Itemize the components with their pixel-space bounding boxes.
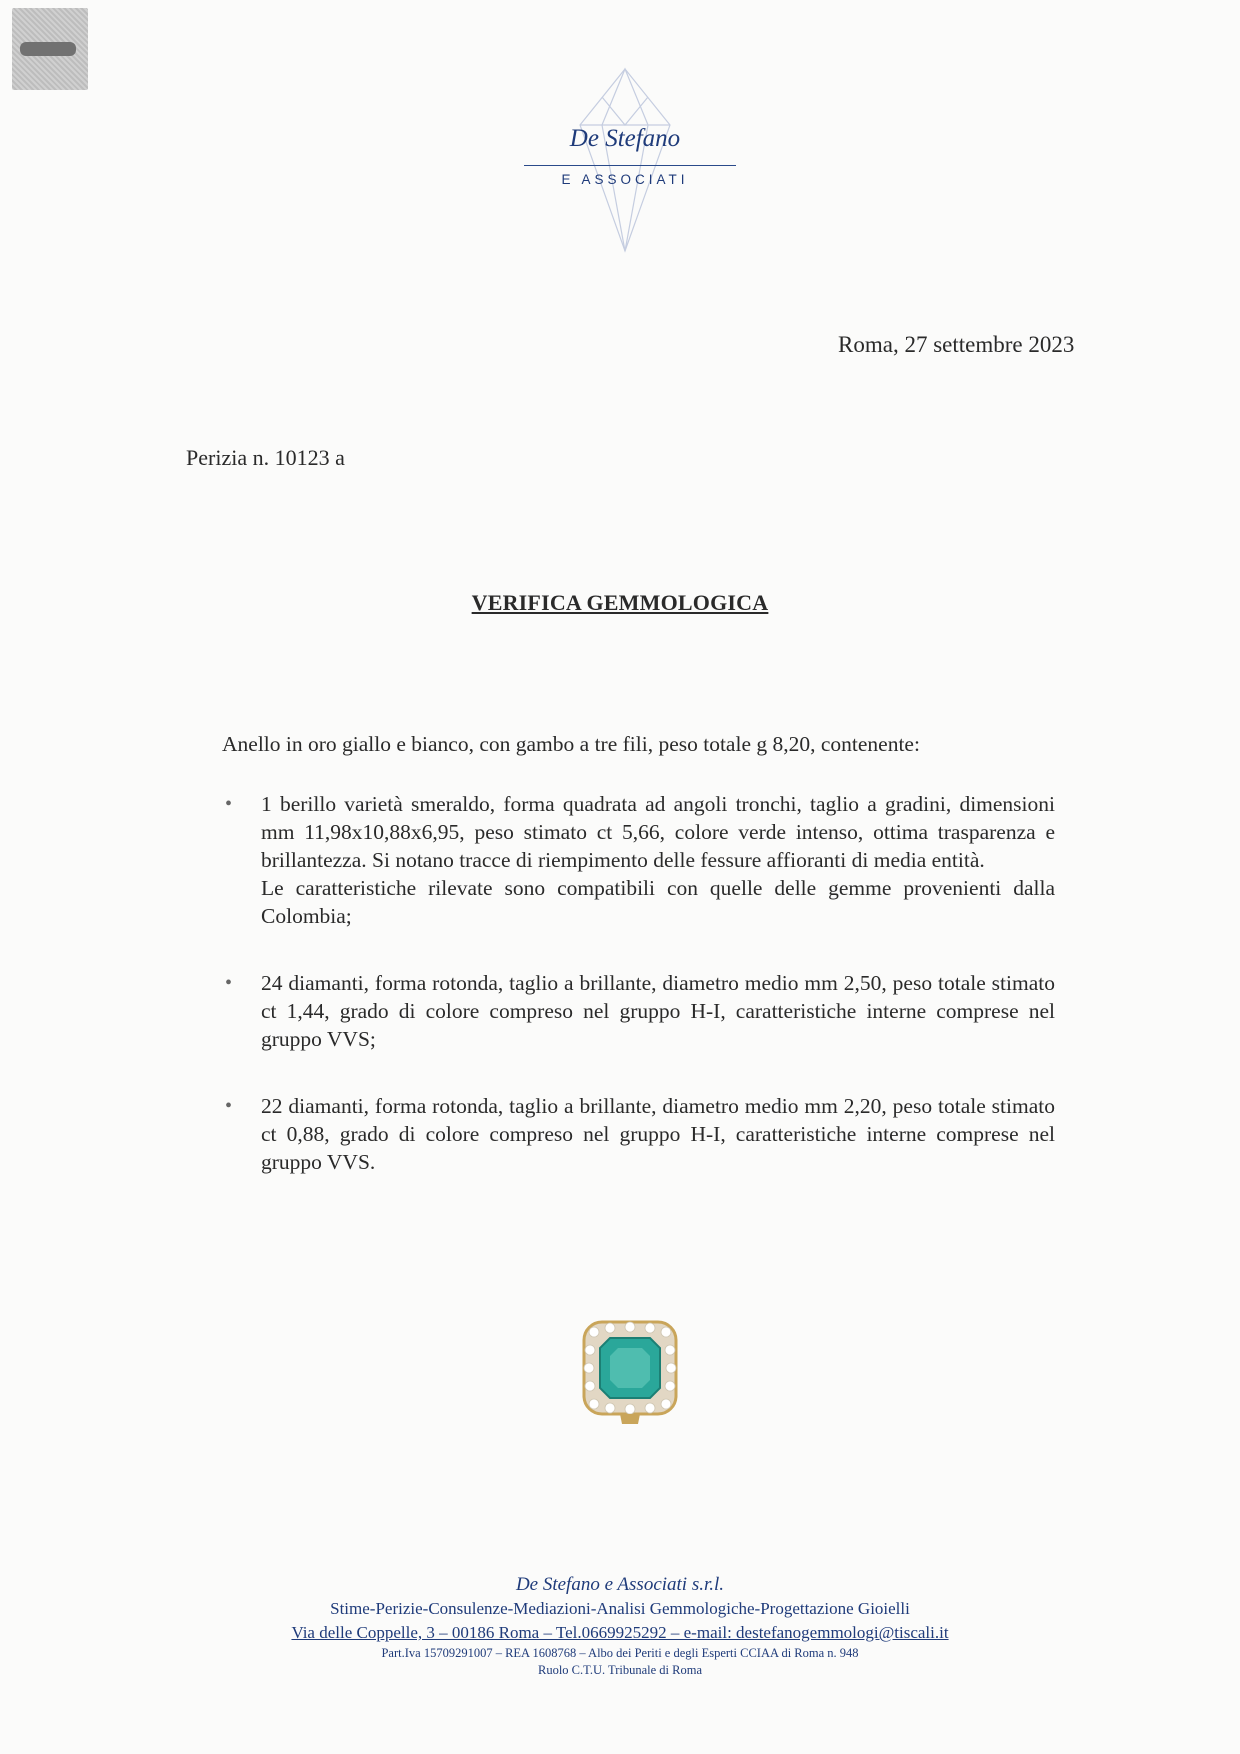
intro-text: Anello in oro giallo e bianco, con gambo a tre fili, peso totale g 8,20, contenente: [222, 732, 920, 756]
document-date: Roma, 27 settembre 2023 [838, 332, 1075, 357]
footer-company: De Stefano e Associati s.r.l. [515, 1574, 725, 1595]
item-description: • 24 diamanti, forma rotonda, taglio a brillante, diametro medio mm 2,50, peso totale stimato ct 1,44, grado di colore compreso nel gruppo H-I, caratteristiche interne comprese nel gruppo VVS; [261, 971, 1055, 1051]
list-item [225, 969, 1055, 1053]
document-title: VERIFICA GEMMOLOGICA [471, 590, 769, 615]
diamond-logo-icon [520, 65, 730, 255]
item-description: • 22 diamanti, forma rotonda, taglio a brillante, diametro medio mm 2,20, peso totale stimato ct 0,88, grado di colore compreso nel gruppo H-I, caratteristiche interne comprese nel gruppo VVS. [261, 1094, 1055, 1174]
footer [0, 1573, 1240, 1679]
footer-registration: Part.Iva 15709291007 – REA 1608768 – Albo dei Periti e degli Esperti CCIAA di Roma n. 948 [381, 1646, 859, 1660]
gem-list [225, 790, 1055, 1215]
logo-company-name: De Stefano [569, 125, 681, 152]
footer-services: Stime-Perizie-Consulenze-Mediazioni-Analisi Gemmologiche-Progettazione Gioielli [330, 1599, 910, 1618]
item-description: • 1 berillo varietà smeraldo, forma quadrata ad angoli tronchi, taglio a gradini, dimensioni mm 11,98x10,88x6,95, peso stimato ct 5,66, colore verde intenso, ottima trasparenza e brillantezza. Si notano tracce di riempimento delle fessure affioranti di media entità. [261, 792, 1055, 872]
reference-number: Perizia n. 10123 a [186, 445, 345, 470]
list-item [225, 790, 1055, 930]
logo-company-sub: E ASSOCIATI [561, 172, 689, 187]
footer-address: Via delle Coppelle, 3 – 00186 Roma – Tel.0669925292 – e-mail: destefanogemmologi@tiscali.it [291, 1623, 949, 1642]
footer-ruolo: Ruolo C.T.U. Tribunale di Roma [537, 1663, 702, 1677]
list-item [225, 1092, 1055, 1176]
ring-photo [580, 1318, 680, 1426]
item-note: Le caratteristiche rilevate sono compatibili con quelle delle gemme provenienti dalla Colombia; [261, 876, 1055, 928]
logo-divider [524, 165, 736, 166]
corner-stamp [12, 8, 88, 90]
